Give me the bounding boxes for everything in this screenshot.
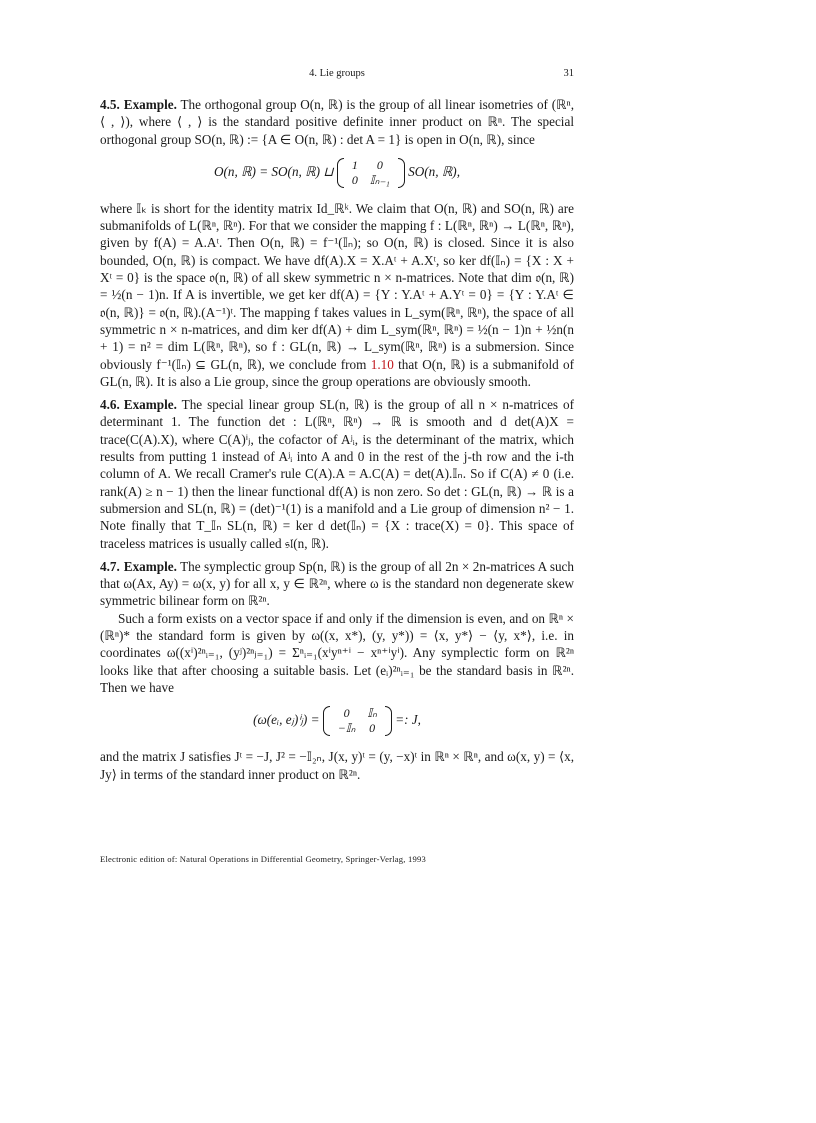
example-4-7-number: 4.7.	[100, 558, 120, 574]
cross-reference-link[interactable]: 1.10	[370, 356, 394, 372]
example-4-5-paragraph-end: that O(n, ℝ) is a submanifold of GL(n, ℝ). It is also a Lie group, since the group operations are obviously smooth.	[100, 356, 575, 389]
running-head	[100, 68, 574, 82]
example-4-7-heading	[100, 559, 177, 574]
example-4-5-body	[100, 200, 574, 390]
example-4-7-paragraph-2: Such a form exists on a vector space if and only if the dimension is even, and on ℝⁿ × (ℝⁿ)* the standard form is given by ω((x, x*), (y, y*)) = ⟨x, y*⟩ − ⟨y, x*⟩, i.e. in coordinates ω((xⁱ)²ⁿᵢ₌₁, (yʲ)²ⁿⱼ₌₁) = Σⁿᵢ₌₁(xⁱyⁿ⁺ⁱ − xⁿ⁺ⁱyⁱ). Any symplectic form on ℝ²ⁿ looks like that after choosing a suitable basis. Let (eᵢ)²ⁿᵢ₌₁ be the standard basis in ℝ²ⁿ. Then we have	[100, 610, 574, 695]
example-4-6-heading	[100, 397, 177, 412]
footer-edition-note: Electronic edition of: Natural Operations in Differential Geometry, Springer-Verlag, 1993	[100, 854, 426, 864]
example-4-5-number: 4.5.	[100, 97, 120, 112]
example-4-5-text: The orthogonal group O(n, ℝ) is the group of all linear isometries of (ℝⁿ, ⟨ , ⟩), where ⟨ , ⟩ is the standard positive definite inner product on ℝⁿ. The special orthogonal group SO(n, ℝ) := {A ∈ O(n, ℝ) : det A = 1} is open in O(n, ℝ), since	[100, 97, 574, 147]
example-4-6-title: Example.	[123, 397, 177, 413]
block-matrix	[337, 158, 405, 188]
matrix-cell: 0	[351, 172, 358, 187]
page-number: 31	[563, 68, 574, 79]
example-4-7-display-equation	[100, 706, 574, 736]
example-4-5-title: Example.	[123, 97, 177, 112]
matrix-cell: −𝕀ₙ	[337, 721, 356, 736]
chapter-title: 4. Lie groups	[309, 68, 365, 79]
example-4-7-text: The symplectic group Sp(n, ℝ) is the group of all 2n × 2n-matrices A such that ω(Ax, Ay) = ω(x, y) for all x, y ∈ ℝ²ⁿ, where ω is the standard non degenerate skew symmetric bilinear form on ℝ²ⁿ.	[100, 558, 575, 609]
example-4-5-display-equation	[100, 158, 574, 188]
matrix-cell: 1	[351, 157, 358, 172]
example-4-5-intro	[100, 96, 574, 148]
example-4-7-paragraph-3: and the matrix J satisfies Jᵗ = −J, J² = −𝕀₂ₙ, J(x, y)ᵗ = (y, −x)ᵗ in ℝⁿ × ℝⁿ, and ω(x, y) = ⟨x, Jy⟩ in terms of the standard inner product on ℝ²ⁿ.	[100, 749, 574, 782]
example-4-6	[100, 396, 574, 552]
example-4-6-number: 4.6.	[100, 397, 120, 413]
example-4-6-text: The special linear group SL(n, ℝ) is the group of all n × n-matrices of determinant 1. The function det : L(ℝⁿ, ℝⁿ) → ℝ is smooth and d det(A)X = trace(C(A).X), where C(A)ⁱⱼ, the cofactor of Aʲᵢ, is the determinant of the matrix, which results from putting 1 instead of Aʲᵢ into A and 0 in the rest of the j-th row and the i-th column of A. We recall Cramer's rule C(A).A = A.C(A) = det(A).𝕀ₙ. So if C(A) ≠ 0 (i.e. rank(A) ≥ n − 1) then the linear functional df(A) is non zero. So det : GL(n, ℝ) → ℝ is a submersion and SL(n, ℝ) = (det)⁻¹(1) is a manifold and a Lie group of dimension n² − 1. Note finally that T_𝕀ₙ SL(n, ℝ) = ker d det(𝕀ₙ) = {X : trace(X) = 0}. This space of traceless matrices is usually called 𝔰𝔩(n, ℝ).	[100, 397, 575, 551]
example-4-7	[100, 558, 574, 610]
matrix-cell: 0	[343, 706, 350, 721]
matrix-cell: 0	[376, 157, 383, 172]
example-4-5-heading	[100, 97, 177, 112]
page-body	[100, 96, 574, 783]
block-matrix	[323, 706, 392, 736]
example-4-7-title: Example.	[123, 558, 177, 574]
matrix-cell: 𝕀ₙ	[367, 706, 377, 721]
display-lhs: (ω(eᵢ, eⱼ)ⁱⱼ) =	[253, 712, 320, 728]
display-rhs: SO(n, ℝ),	[408, 163, 460, 179]
matrix-cell: 𝕀ₙ₋₁	[369, 172, 390, 187]
display-lhs: O(n, ℝ) = SO(n, ℝ) ⊔	[214, 163, 334, 179]
display-rhs: =: J,	[395, 712, 421, 728]
example-4-5-paragraph: where 𝕀ₖ is short for the identity matrix Id_ℝᵏ. We claim that O(n, ℝ) and SO(n, ℝ) are submanifolds of L(ℝⁿ, ℝⁿ). For that we consider the mapping f : L(ℝⁿ, ℝⁿ) → L(ℝⁿ, ℝⁿ), given by f(A) = A.Aᵗ. Then O(n, ℝ) = f⁻¹(𝕀ₙ); so O(n, ℝ) is closed. Since it is also bounded, O(n, ℝ) is compact. We have df(A).X = X.Aᵗ + A.Xᵗ, so ker df(𝕀ₙ) = {X : X + Xᵗ = 0} is the space 𝔬(n, ℝ) of all skew symmetric n × n-matrices. Note that dim 𝔬(n, ℝ) = ½(n − 1)n. If A is invertible, we get ker df(A) = {Y : Y.Aᵗ + A.Yᵗ = 0} = {Y : Y.Aᵗ ∈ 𝔬(n, ℝ)} = 𝔬(n, ℝ).(A⁻¹)ᵗ. The mapping f takes values in L_sym(ℝⁿ, ℝⁿ), the space of all symmetric n × n-matrices, and dim ker df(A) + dim L_sym(ℝⁿ, ℝⁿ) = ½(n − 1)n + ½n(n + 1) = n² = dim L(ℝⁿ, ℝⁿ), so f : GL(n, ℝ) → L_sym(ℝⁿ, ℝⁿ) is a submersion. Since obviously f⁻¹(𝕀ₙ) ⊆ GL(n, ℝ), we conclude from	[100, 200, 574, 372]
matrix-cell: 0	[369, 721, 376, 736]
